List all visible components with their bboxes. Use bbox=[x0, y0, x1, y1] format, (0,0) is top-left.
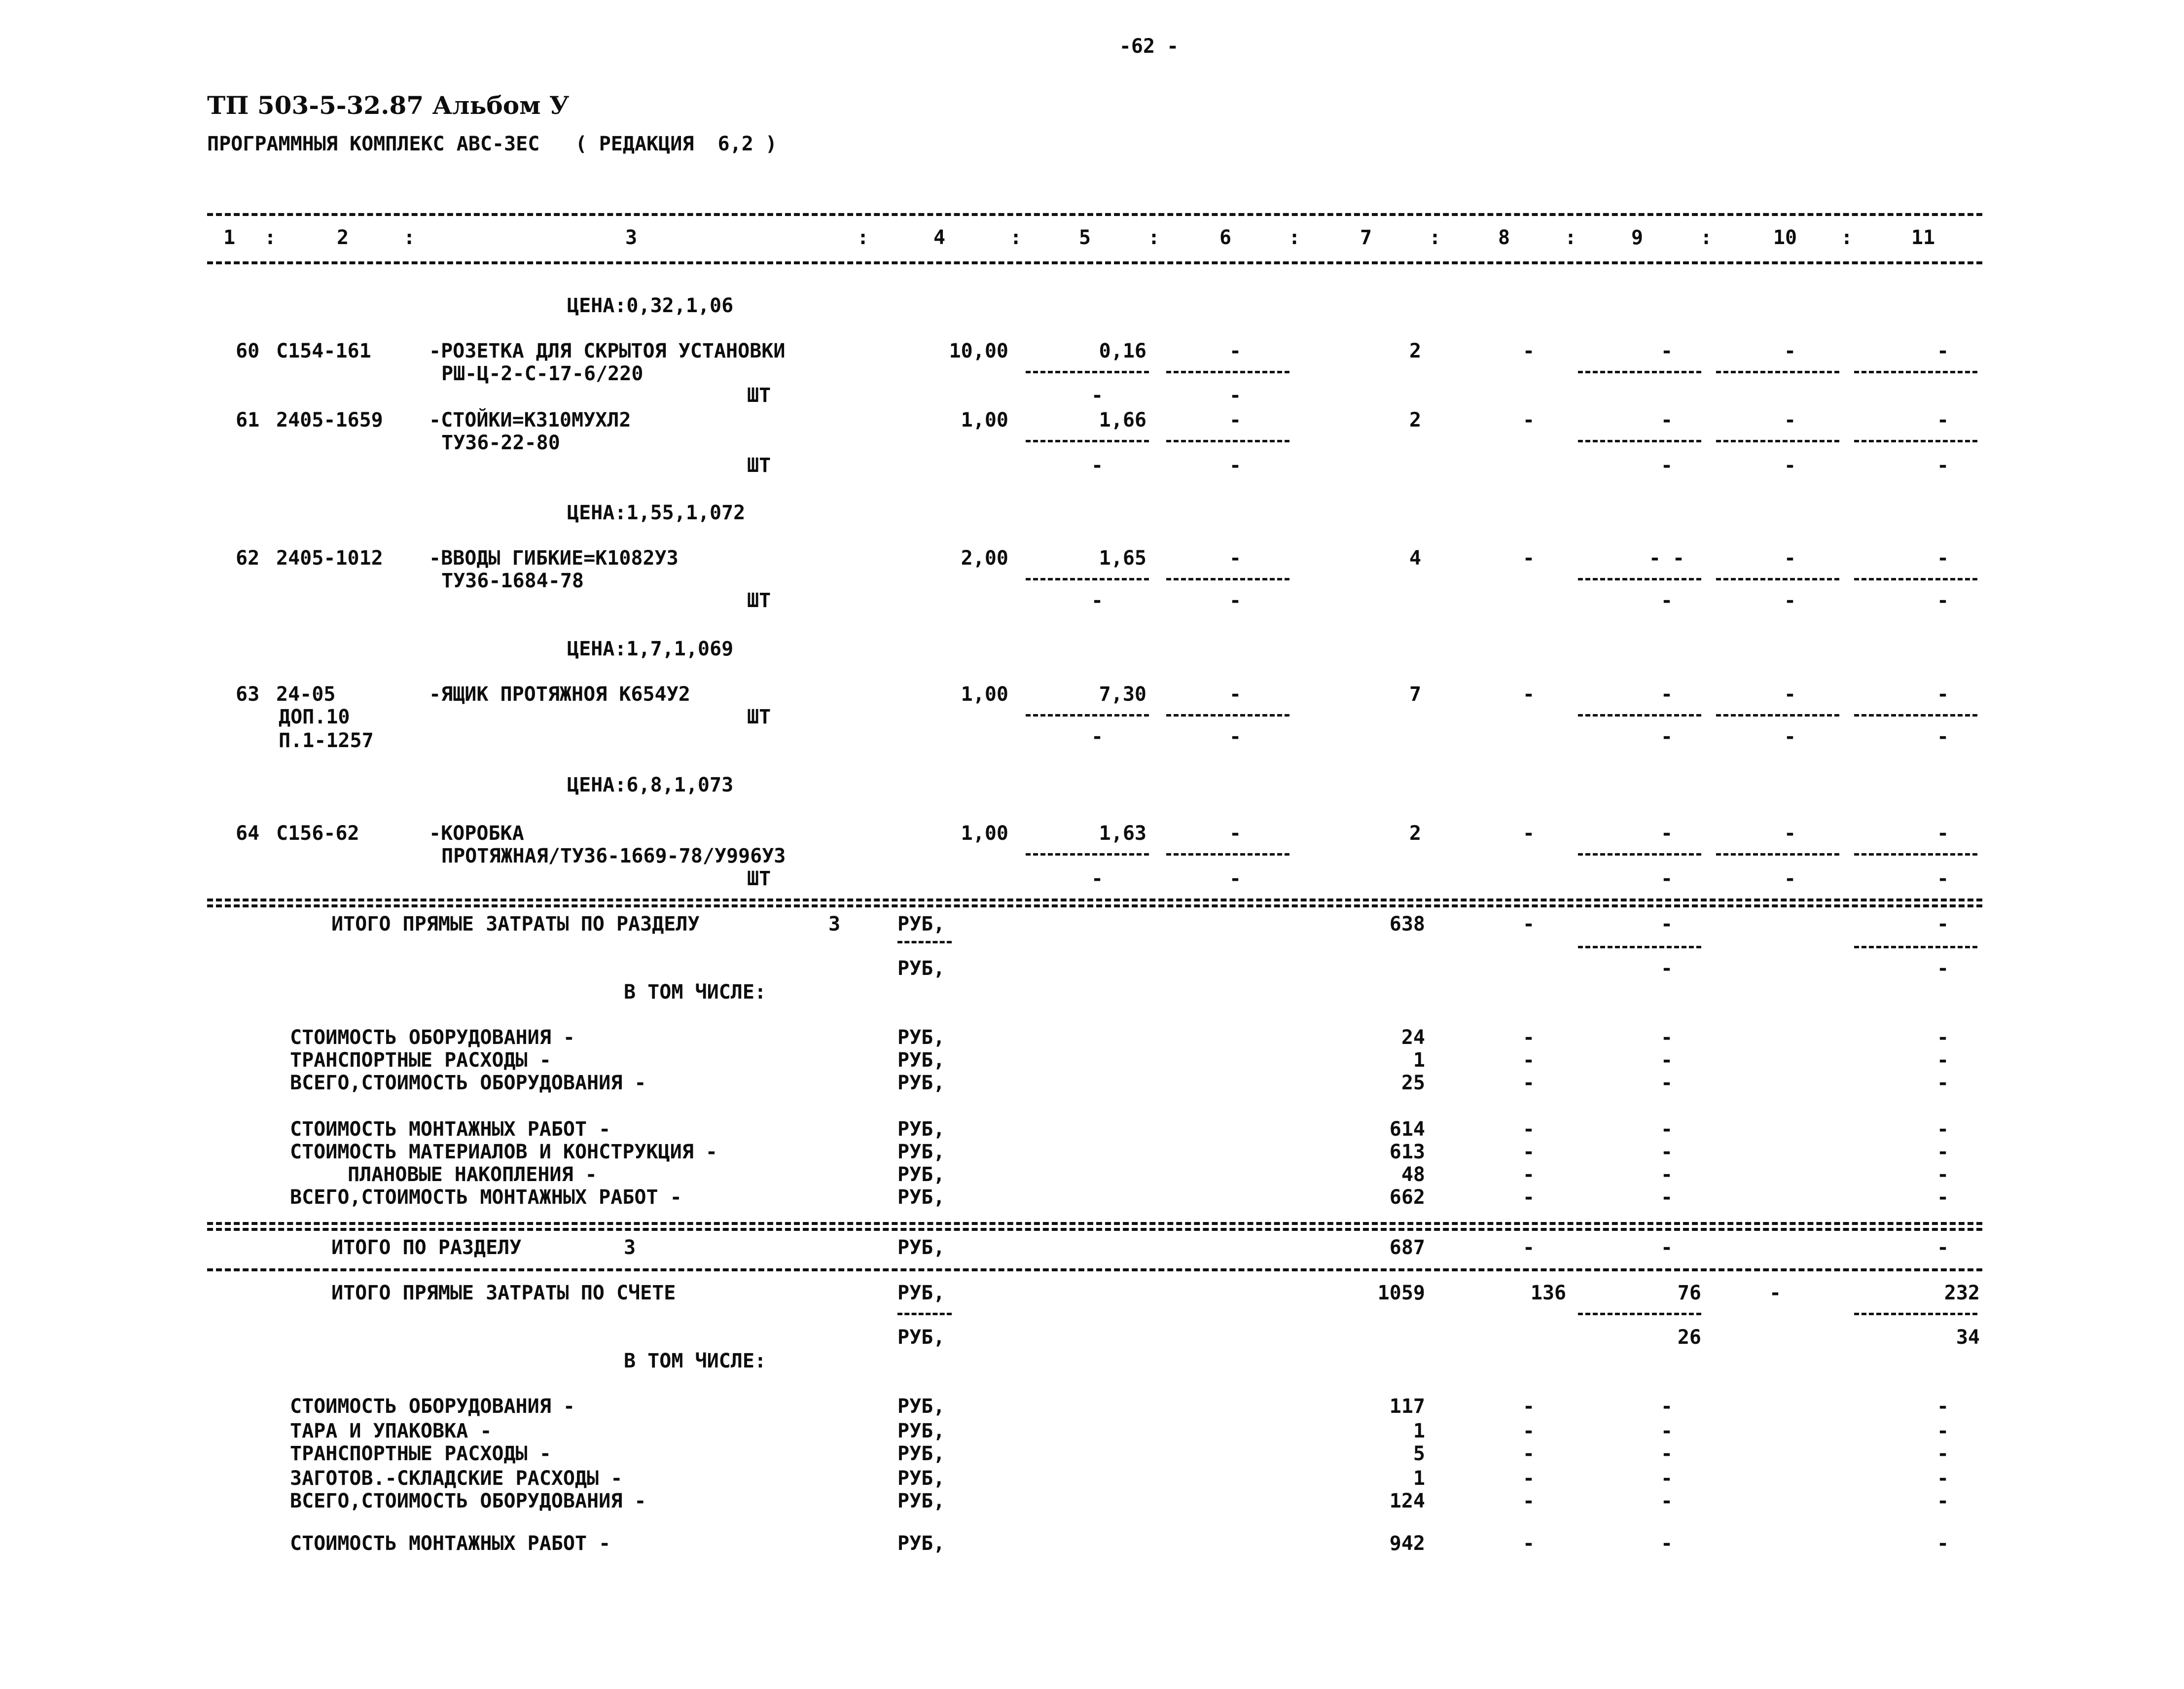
item-col10-lower: - bbox=[1784, 725, 1796, 748]
breakdown-label: СТОИМОСТЬ ОБОРУДОВАНИЯ - bbox=[290, 1026, 575, 1049]
item-col10: - bbox=[1784, 547, 1796, 570]
col-header-2: 2 bbox=[336, 226, 349, 249]
item-description: -СТОЙКИ=К310МУХЛ2 bbox=[429, 409, 631, 431]
item-col5-lower: - bbox=[1091, 867, 1104, 890]
item-unit: ШТ bbox=[747, 867, 771, 890]
breakdown-col9: - bbox=[1660, 1072, 1673, 1094]
breakdown-value: 24 bbox=[1401, 1026, 1425, 1049]
item-total: 2 bbox=[1409, 409, 1422, 431]
currency-label: РУБ, bbox=[897, 1467, 945, 1490]
breakdown-col9: - bbox=[1660, 1420, 1673, 1442]
breakdown-col9: - bbox=[1660, 1395, 1673, 1418]
breakdown-col8: - bbox=[1522, 1026, 1535, 1049]
section-number: 3 bbox=[828, 913, 841, 935]
col-header-8: 8 bbox=[1498, 226, 1510, 249]
item-number: 62 bbox=[236, 547, 260, 570]
program-line: ПРОГРАММНЫЯ КОМПЛЕКС АВС-3ЕС ( РЕДАКЦИЯ 6,2 ) bbox=[207, 133, 777, 155]
including-label: В ТОМ ЧИСЛЕ: bbox=[624, 981, 766, 1004]
breakdown-label: ВСЕГО,СТОИМОСТЬ ОБОРУДОВАНИЯ - bbox=[290, 1072, 646, 1094]
item-unit: ШТ bbox=[747, 589, 771, 612]
breakdown-value: 25 bbox=[1401, 1072, 1425, 1094]
breakdown-col9: - bbox=[1660, 1118, 1673, 1141]
item-code: С154-161 bbox=[276, 340, 371, 362]
breakdown-label: ПЛАНОВЫЕ НАКОПЛЕНИЯ - bbox=[348, 1163, 597, 1186]
breakdown-col9: - bbox=[1660, 1532, 1673, 1555]
item-col5-lower: - bbox=[1091, 589, 1104, 612]
currency-label: РУБ, bbox=[897, 1532, 945, 1555]
breakdown-col11: - bbox=[1936, 1186, 1949, 1209]
item-description: ПРОТЯЖНАЯ/ТУ36-1669-78/У996У3 bbox=[441, 845, 786, 867]
breakdown-col8: - bbox=[1522, 1049, 1535, 1072]
item-code: 24-05 bbox=[276, 683, 336, 706]
breakdown-col11: - bbox=[1936, 1442, 1949, 1465]
item-col6: - bbox=[1229, 547, 1242, 570]
item-col6: - bbox=[1229, 683, 1242, 706]
col-header-9: 9 bbox=[1631, 226, 1644, 249]
breakdown-col9: - bbox=[1660, 1163, 1673, 1186]
item-quantity: 1,00 bbox=[961, 409, 1008, 431]
currency-label: РУБ, bbox=[897, 1186, 945, 1209]
item-col9-lower: - bbox=[1660, 589, 1673, 612]
currency-label: РУБ, bbox=[897, 913, 945, 935]
item-total: 2 bbox=[1409, 822, 1422, 845]
item-total: 7 bbox=[1409, 683, 1422, 706]
item-unit-price: 7,30 bbox=[1099, 683, 1146, 706]
col-separator: : bbox=[403, 226, 416, 249]
currency-label: РУБ, bbox=[897, 1118, 945, 1141]
breakdown-col11: - bbox=[1936, 1467, 1949, 1490]
estimate-total-col10: - bbox=[1769, 1282, 1782, 1304]
item-col10: - bbox=[1784, 409, 1796, 431]
estimate-total-col9: 76 bbox=[1677, 1282, 1701, 1304]
price-note: ЦЕНА:1,7,1,069 bbox=[567, 638, 734, 660]
item-col10-lower: - bbox=[1784, 454, 1796, 477]
breakdown-col11: - bbox=[1936, 1420, 1949, 1442]
item-unit: ШТ bbox=[747, 454, 771, 477]
item-col8: - bbox=[1522, 547, 1535, 570]
item-col5-lower: - bbox=[1091, 725, 1104, 748]
breakdown-col11: - bbox=[1936, 1026, 1949, 1049]
breakdown-value: 662 bbox=[1389, 1186, 1425, 1209]
breakdown-col9: - bbox=[1660, 1467, 1673, 1490]
breakdown-label: ТАРА И УПАКОВКА - bbox=[290, 1420, 492, 1442]
item-col9: - bbox=[1660, 683, 1673, 706]
breakdown-label: ТРАНСПОРТНЫЕ РАСХОДЫ - bbox=[290, 1442, 551, 1465]
col-header-11: 11 bbox=[1911, 226, 1935, 249]
currency-label: РУБ, bbox=[897, 1442, 945, 1465]
breakdown-col8: - bbox=[1522, 1163, 1535, 1186]
breakdown-col8: - bbox=[1522, 1467, 1535, 1490]
col-separator: : bbox=[1288, 226, 1301, 249]
estimate-total-col11: 232 bbox=[1944, 1282, 1980, 1304]
breakdown-value: 1 bbox=[1413, 1467, 1425, 1490]
price-note: ЦЕНА:6,8,1,073 bbox=[567, 774, 734, 796]
item-unit-price: 0,16 bbox=[1099, 340, 1146, 362]
item-code: С156-62 bbox=[276, 822, 359, 845]
breakdown-col8: - bbox=[1522, 1442, 1535, 1465]
item-description: -КОРОБКА bbox=[429, 822, 524, 845]
item-col11: - bbox=[1936, 822, 1949, 845]
item-col10: - bbox=[1784, 822, 1796, 845]
breakdown-label: СТОИМОСТЬ ОБОРУДОВАНИЯ - bbox=[290, 1395, 575, 1418]
item-col11-lower: - bbox=[1936, 725, 1949, 748]
section-total-col11: - bbox=[1936, 913, 1949, 935]
item-code: 2405-1659 bbox=[276, 409, 383, 431]
currency-label: РУБ, bbox=[897, 1141, 945, 1163]
item-col6-lower: - bbox=[1229, 454, 1242, 477]
currency-label: РУБ, bbox=[897, 1049, 945, 1072]
item-col6-lower: - bbox=[1229, 589, 1242, 612]
item-number: 64 bbox=[236, 822, 260, 845]
item-col11: - bbox=[1936, 547, 1949, 570]
item-col10: - bbox=[1784, 340, 1796, 362]
item-col9: - - bbox=[1648, 547, 1685, 570]
col-header-10: 10 bbox=[1773, 226, 1797, 249]
item-quantity: 1,00 bbox=[961, 822, 1008, 845]
price-note: ЦЕНА:0,32,1,06 bbox=[567, 294, 734, 317]
breakdown-label: ТРАНСПОРТНЫЕ РАСХОДЫ - bbox=[290, 1049, 551, 1072]
item-quantity: 1,00 bbox=[961, 683, 1008, 706]
currency-label: РУБ, bbox=[897, 1236, 945, 1259]
col-header-5: 5 bbox=[1078, 226, 1091, 249]
section-rule bbox=[207, 1268, 1982, 1271]
item-code: 2405-1012 bbox=[276, 547, 383, 570]
breakdown-value: 614 bbox=[1389, 1118, 1425, 1141]
item-unit-price: 1,66 bbox=[1099, 409, 1146, 431]
item-code: П.1-1257 bbox=[279, 729, 374, 752]
section-total-col9: - bbox=[1660, 913, 1673, 935]
item-description: -РОЗЕТКА ДЛЯ СКРЫТОЯ УСТАНОВКИ bbox=[429, 340, 786, 362]
breakdown-col9: - bbox=[1660, 1490, 1673, 1512]
breakdown-col9: - bbox=[1660, 1442, 1673, 1465]
col-header-1: 1 bbox=[223, 226, 236, 249]
section-sum-col11: - bbox=[1936, 1236, 1949, 1259]
breakdown-label: СТОИМОСТЬ МОНТАЖНЫХ РАБОТ - bbox=[290, 1118, 611, 1141]
col-separator: : bbox=[1840, 226, 1853, 249]
col-separator: : bbox=[1009, 226, 1022, 249]
item-col6: - bbox=[1229, 822, 1242, 845]
item-col10-lower: - bbox=[1784, 867, 1796, 890]
item-description: ТУ36-22-80 bbox=[441, 431, 560, 454]
currency-label: РУБ, bbox=[897, 957, 945, 980]
item-description: ТУ36-1684-78 bbox=[441, 570, 584, 592]
breakdown-col11: - bbox=[1936, 1118, 1949, 1141]
breakdown-value: 124 bbox=[1389, 1490, 1425, 1512]
breakdown-col11: - bbox=[1936, 1532, 1949, 1555]
header-bottom-rule bbox=[207, 261, 1982, 264]
currency-label: РУБ, bbox=[897, 1326, 945, 1349]
item-col11-lower: - bbox=[1936, 454, 1949, 477]
item-col10: - bbox=[1784, 683, 1796, 706]
currency-label: РУБ, bbox=[897, 1395, 945, 1418]
estimate-total-col9-lower: 26 bbox=[1677, 1326, 1701, 1349]
breakdown-col11: - bbox=[1936, 1072, 1949, 1094]
item-col6-lower: - bbox=[1229, 384, 1242, 407]
item-col11: - bbox=[1936, 409, 1949, 431]
item-quantity: 10,00 bbox=[949, 340, 1008, 362]
breakdown-label: СТОИМОСТЬ МОНТАЖНЫХ РАБОТ - bbox=[290, 1532, 611, 1555]
section-total-col9-lower: - bbox=[1660, 957, 1673, 980]
item-unit: ШТ bbox=[747, 706, 771, 728]
item-col8: - bbox=[1522, 822, 1535, 845]
item-col6-lower: - bbox=[1229, 725, 1242, 748]
section-rule bbox=[207, 904, 1982, 907]
item-number: 63 bbox=[236, 683, 260, 706]
item-col6-lower: - bbox=[1229, 867, 1242, 890]
col-header-6: 6 bbox=[1219, 226, 1232, 249]
section-sum-col9: - bbox=[1660, 1236, 1673, 1259]
item-col9: - bbox=[1660, 340, 1673, 362]
item-total: 4 bbox=[1409, 547, 1422, 570]
item-col8: - bbox=[1522, 340, 1535, 362]
item-quantity: 2,00 bbox=[961, 547, 1008, 570]
breakdown-col8: - bbox=[1522, 1118, 1535, 1141]
col-header-3: 3 bbox=[625, 226, 638, 249]
breakdown-value: 5 bbox=[1413, 1442, 1425, 1465]
breakdown-label: ЗАГОТОВ.-СКЛАДСКИЕ РАСХОДЫ - bbox=[290, 1467, 623, 1490]
item-col5-lower: - bbox=[1091, 454, 1104, 477]
item-col5-lower: - bbox=[1091, 384, 1104, 407]
section-sum-label: ИТОГО ПО РАЗДЕЛУ bbox=[331, 1236, 522, 1259]
item-description: -ВВОДЫ ГИБКИЕ=К1082У3 bbox=[429, 547, 679, 570]
item-col8: - bbox=[1522, 683, 1535, 706]
item-number: 60 bbox=[236, 340, 260, 362]
breakdown-col11: - bbox=[1936, 1141, 1949, 1163]
currency-label: РУБ, bbox=[897, 1490, 945, 1512]
item-col6: - bbox=[1229, 409, 1242, 431]
item-col9-lower: - bbox=[1660, 725, 1673, 748]
item-unit: ШТ bbox=[747, 384, 771, 407]
breakdown-value: 613 bbox=[1389, 1141, 1425, 1163]
item-col11: - bbox=[1936, 340, 1949, 362]
breakdown-col11: - bbox=[1936, 1163, 1949, 1186]
breakdown-col8: - bbox=[1522, 1072, 1535, 1094]
item-col10-lower: - bbox=[1784, 589, 1796, 612]
section-total-value: 638 bbox=[1389, 913, 1425, 935]
breakdown-col8: - bbox=[1522, 1490, 1535, 1512]
item-description: РШ-Ц-2-С-17-6/220 bbox=[441, 362, 644, 385]
item-code: ДОП.10 bbox=[279, 706, 350, 728]
breakdown-col9: - bbox=[1660, 1049, 1673, 1072]
col-separator: : bbox=[1700, 226, 1713, 249]
item-col6: - bbox=[1229, 340, 1242, 362]
col-header-4: 4 bbox=[933, 226, 946, 249]
breakdown-value: 1 bbox=[1413, 1420, 1425, 1442]
breakdown-col11: - bbox=[1936, 1049, 1949, 1072]
breakdown-col8: - bbox=[1522, 1420, 1535, 1442]
price-note: ЦЕНА:1,55,1,072 bbox=[567, 502, 746, 524]
breakdown-col8: - bbox=[1522, 1532, 1535, 1555]
currency-label: РУБ, bbox=[897, 1026, 945, 1049]
item-total: 2 bbox=[1409, 340, 1422, 362]
breakdown-value: 117 bbox=[1389, 1395, 1425, 1418]
item-col11: - bbox=[1936, 683, 1949, 706]
section-total-label: ИТОГО ПРЯМЫЕ ЗАТРАТЫ ПО РАЗДЕЛУ bbox=[331, 913, 700, 935]
item-col9: - bbox=[1660, 409, 1673, 431]
breakdown-value: 942 bbox=[1389, 1532, 1425, 1555]
col-separator: : bbox=[1429, 226, 1441, 249]
estimate-total-value: 1059 bbox=[1377, 1282, 1425, 1304]
item-col9-lower: - bbox=[1660, 867, 1673, 890]
breakdown-col8: - bbox=[1522, 1186, 1535, 1209]
breakdown-col9: - bbox=[1660, 1026, 1673, 1049]
item-number: 61 bbox=[236, 409, 260, 431]
estimate-total-label: ИТОГО ПРЯМЫЕ ЗАТРАТЫ ПО СЧЕТЕ bbox=[331, 1282, 676, 1304]
breakdown-col11: - bbox=[1936, 1490, 1949, 1512]
col-separator: : bbox=[264, 226, 277, 249]
col-separator: : bbox=[1147, 226, 1160, 249]
section-number: 3 bbox=[624, 1236, 636, 1259]
breakdown-value: 48 bbox=[1401, 1163, 1425, 1186]
item-description: -ЯЩИК ПРОТЯЖНОЯ К654У2 bbox=[429, 683, 690, 706]
section-rule bbox=[207, 1228, 1982, 1231]
breakdown-col9: - bbox=[1660, 1141, 1673, 1163]
item-unit-price: 1,63 bbox=[1099, 822, 1146, 845]
breakdown-col11: - bbox=[1936, 1395, 1949, 1418]
section-sum-col8: - bbox=[1522, 1236, 1535, 1259]
breakdown-col8: - bbox=[1522, 1141, 1535, 1163]
col-separator: : bbox=[1564, 226, 1577, 249]
item-col9-lower: - bbox=[1660, 454, 1673, 477]
col-header-7: 7 bbox=[1360, 226, 1372, 249]
breakdown-label: ВСЕГО,СТОИМОСТЬ ОБОРУДОВАНИЯ - bbox=[290, 1490, 646, 1512]
section-total-col8: - bbox=[1522, 913, 1535, 935]
section-rule bbox=[207, 898, 1982, 901]
estimate-total-col11-lower: 34 bbox=[1956, 1326, 1980, 1349]
breakdown-col9: - bbox=[1660, 1186, 1673, 1209]
item-col8: - bbox=[1522, 409, 1535, 431]
breakdown-value: 1 bbox=[1413, 1049, 1425, 1072]
estimate-total-col8: 136 bbox=[1530, 1282, 1567, 1304]
breakdown-label: ВСЕГО,СТОИМОСТЬ МОНТАЖНЫХ РАБОТ - bbox=[290, 1186, 682, 1209]
currency-label: РУБ, bbox=[897, 1420, 945, 1442]
item-col11-lower: - bbox=[1936, 867, 1949, 890]
currency-label: РУБ, bbox=[897, 1072, 945, 1094]
breakdown-col8: - bbox=[1522, 1395, 1535, 1418]
section-total-col11-lower: - bbox=[1936, 957, 1949, 980]
page-number: -62 - bbox=[1119, 35, 1179, 58]
item-unit-price: 1,65 bbox=[1099, 547, 1146, 570]
header-top-rule bbox=[207, 213, 1982, 216]
item-col11-lower: - bbox=[1936, 589, 1949, 612]
breakdown-label: СТОИМОСТЬ МАТЕРИАЛОВ И КОНСТРУКЦИЯ - bbox=[290, 1141, 717, 1163]
album-title: ТП 503-5-32.87 Альбом У bbox=[207, 91, 570, 120]
item-col9: - bbox=[1660, 822, 1673, 845]
col-separator: : bbox=[857, 226, 869, 249]
section-sum-value: 687 bbox=[1389, 1236, 1425, 1259]
currency-label: РУБ, bbox=[897, 1282, 945, 1304]
including-label: В ТОМ ЧИСЛЕ: bbox=[624, 1350, 766, 1372]
section-rule bbox=[207, 1222, 1982, 1225]
currency-label: РУБ, bbox=[897, 1163, 945, 1186]
